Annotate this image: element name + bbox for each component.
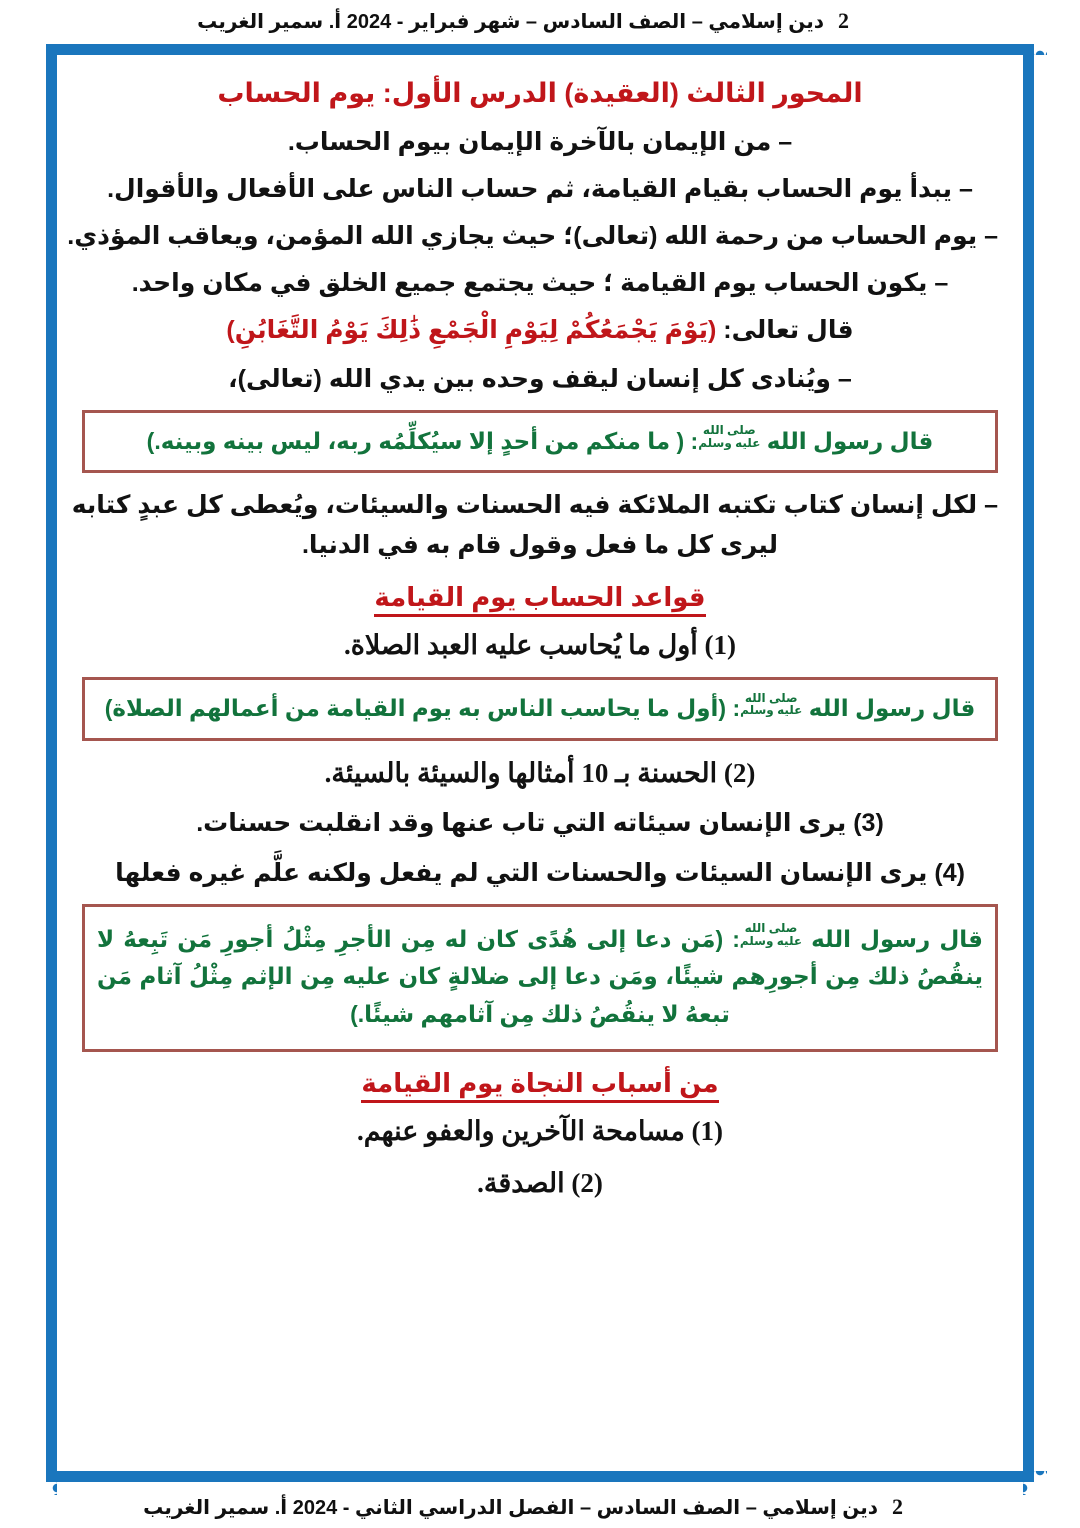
rules-item-1: (1) أول ما يُحاسب عليه العبد الصلاة. — [343, 629, 737, 660]
header-page-number: 2 — [838, 8, 849, 33]
quran-verse-line — [82, 312, 998, 350]
footer-text: دين إسلامي – الصف السادس – الفصل الدراسي الثاني - 2024 أ. سمير الغريب — [143, 1496, 879, 1519]
intro-point-2: – يبدأ يوم الحساب بقيام القيامة، ثم حساب الناس على الأفعال والأقوال. — [107, 175, 973, 203]
heading-salvation-label: من أسباب النجاة يوم القيامة — [361, 1068, 718, 1103]
lesson-content — [66, 64, 1014, 1462]
pbuh-symbol-1 — [698, 424, 760, 449]
hadith-box-2 — [82, 677, 998, 740]
rules-item-2: (2) الحسنة بـ 10 أمثالها والسيئة بالسيئة. — [324, 757, 756, 788]
rules-item-4: (4) يرى الإنسان السيئات والحسنات التي لم يفعل ولكنه علَّم غيره فعلها — [115, 858, 965, 887]
pbuh-top-line-2: صلى الله — [744, 690, 798, 705]
pbuh-bottom-line-3: عليه وسلم — [739, 934, 803, 948]
pbuh-symbol-2 — [740, 692, 802, 717]
hadith-1-text — [97, 423, 983, 460]
hadith-3-colon: : — [723, 926, 740, 952]
pbuh-symbol-3 — [740, 922, 802, 947]
book-point-line-2: ليرى كل ما فعل وقول قام به في الدنيا. — [301, 531, 779, 560]
hadith-2-intro-label: قال رسول الله — [802, 695, 976, 722]
heading-causes-of-salvation — [82, 1068, 998, 1099]
hadith-2-body: (أول ما يحاسب الناس به يوم القيامة من أعمالهم الصلاة) — [104, 695, 727, 722]
frame-wave-right — [1023, 53, 1030, 1495]
intro-point-3: – يوم الحساب من رحمة الله (تعالى)؛ حيث يجازي الله المؤمن، ويعاقب المؤذي. — [67, 222, 998, 250]
book-of-deeds-point — [71, 485, 998, 566]
hadith-box-3 — [82, 904, 998, 1052]
hadith-1-body: ( ما منكم من أحدٍ إلا سيُكلِّمُه ربه، ليس بينه وبينه.) — [146, 427, 685, 454]
footer-page-number: 2 — [892, 1494, 903, 1519]
frame-wave-left — [50, 53, 57, 1495]
hadith-3-intro-label: قال رسول الله — [802, 926, 983, 952]
hadith-3-body: (مَن دعا إلى هُدًى كان له مِن الأجرِ مِثْلُ أجورِ مَن تَبِعهُ لا ينقُصُ ذلك مِن أجورِهم شيئًا، ومَن دعا إلى ضلالةٍ كان عليه مِن الإثم مِثْلُ آثام مَن تبعهُ لا ينقُصُ ذلك مِن آثامهم شيئًا.) — [97, 926, 983, 1027]
pbuh-top-line-1: صلى الله — [702, 422, 756, 437]
book-point-line-1: – لكل إنسان كتاب تكتبه الملائكة فيه الحسنات والسيئات، ويُعطى كل عبدٍ كتابه — [71, 490, 998, 519]
hadith-1-intro-label: قال رسول الله — [760, 427, 934, 454]
pbuh-bottom-line-2: عليه وسلم — [740, 703, 803, 718]
hadith-3-text — [97, 921, 983, 1033]
pbuh-top-line-3: صلى الله — [744, 921, 798, 936]
frame-wave-top — [55, 48, 1047, 55]
hadith-box-1 — [82, 410, 998, 473]
hadith-2-colon: : — [726, 695, 741, 722]
page-header — [0, 4, 1080, 38]
verse-intro-label: قال تعالى: — [716, 316, 854, 344]
page-footer — [0, 1490, 1080, 1524]
salvation-item-2: (2) الصدقة. — [477, 1168, 603, 1199]
intro-point-1: – من الإيمان بالآخرة الإيمان بيوم الحساب. — [287, 128, 793, 156]
header-text: دين إسلامي – الصف السادس – شهر فبراير - 2024 أ. سمير الغريب — [197, 10, 825, 33]
pbuh-bottom-line-1: عليه وسلم — [698, 435, 761, 450]
rules-item-3: (3) يرى الإنسان سيئاته التي تاب عنها وقد انقلبت حسنات. — [196, 809, 884, 837]
after-verse-point: – ويُنادى كل إنسان ليقف وحده بين يدي الله (تعالى)، — [228, 364, 852, 393]
intro-point-4: – يكون الحساب يوم القيامة ؛ حيث يجتمع جميع الخلق في مكان واحد. — [131, 269, 949, 297]
quran-ayah-text: (يَوْمَ يَجْمَعُكُمْ لِيَوْمِ الْجَمْعِ ذَٰلِكَ يَوْمُ التَّغَابُنِ) — [226, 316, 717, 344]
heading-rules-label: قواعد الحساب يوم القيامة — [374, 582, 705, 617]
heading-rules-of-reckoning — [82, 582, 998, 613]
hadith-1-colon: : — [684, 427, 699, 454]
salvation-item-1: (1) مسامحة الآخرين والعفو عنهم. — [356, 1115, 724, 1146]
frame-wave-bottom — [55, 1471, 1047, 1478]
lesson-title: المحور الثالث (العقيدة) الدرس الأول: يوم الحساب — [217, 78, 863, 108]
hadith-2-text — [97, 690, 983, 727]
